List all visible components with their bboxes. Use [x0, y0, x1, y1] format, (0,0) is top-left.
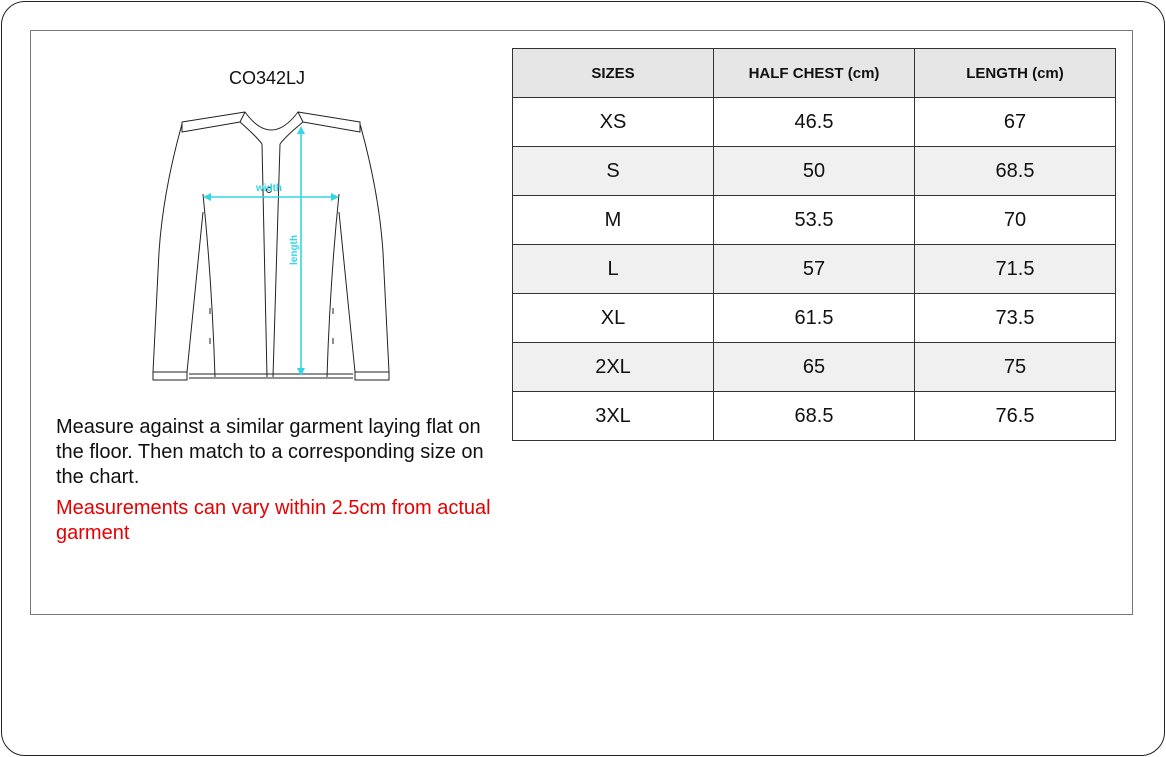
size-chart-header-row: [513, 49, 1116, 98]
length-cell: 75: [915, 343, 1116, 392]
size-row: [513, 294, 1116, 343]
half-chest-cell: 65: [714, 343, 915, 392]
garment-diagram: [145, 102, 397, 388]
size-chart-table: [512, 48, 1116, 441]
half-chest-cell: 46.5: [714, 98, 915, 147]
size-row: [513, 343, 1116, 392]
size-cell: S: [513, 147, 714, 196]
width-label: width: [255, 183, 283, 194]
size-cell: 2XL: [513, 343, 714, 392]
length-cell: 70: [915, 196, 1116, 245]
product-code: CO342LJ: [229, 68, 306, 88]
size-cell: L: [513, 245, 714, 294]
half-chest-cell: 50: [714, 147, 915, 196]
size-cell: XS: [513, 98, 714, 147]
length-cell: 67: [915, 98, 1116, 147]
header-length: LENGTH (cm): [915, 49, 1116, 98]
measure-instructions: Measure against a similar garment laying flat on the floor. Then match to a corresponding size on the chart.: [56, 416, 484, 488]
size-row: [513, 147, 1116, 196]
length-cell: 76.5: [915, 392, 1116, 441]
half-chest-cell: 57: [714, 245, 915, 294]
length-cell: 73.5: [915, 294, 1116, 343]
size-cell: 3XL: [513, 392, 714, 441]
length-cell: 71.5: [915, 245, 1116, 294]
size-row: [513, 98, 1116, 147]
measurement-disclaimer: Measurements can vary within 2.5cm from actual garment: [56, 497, 491, 544]
header-sizes: SIZES: [513, 49, 714, 98]
size-row: [513, 196, 1116, 245]
half-chest-cell: 53.5: [714, 196, 915, 245]
half-chest-cell: 61.5: [714, 294, 915, 343]
half-chest-cell: 68.5: [714, 392, 915, 441]
size-row: [513, 392, 1116, 441]
size-cell: XL: [513, 294, 714, 343]
header-half-chest: HALF CHEST (cm): [714, 49, 915, 98]
size-row: [513, 245, 1116, 294]
length-label: length: [289, 235, 300, 265]
length-cell: 68.5: [915, 147, 1116, 196]
size-cell: M: [513, 196, 714, 245]
